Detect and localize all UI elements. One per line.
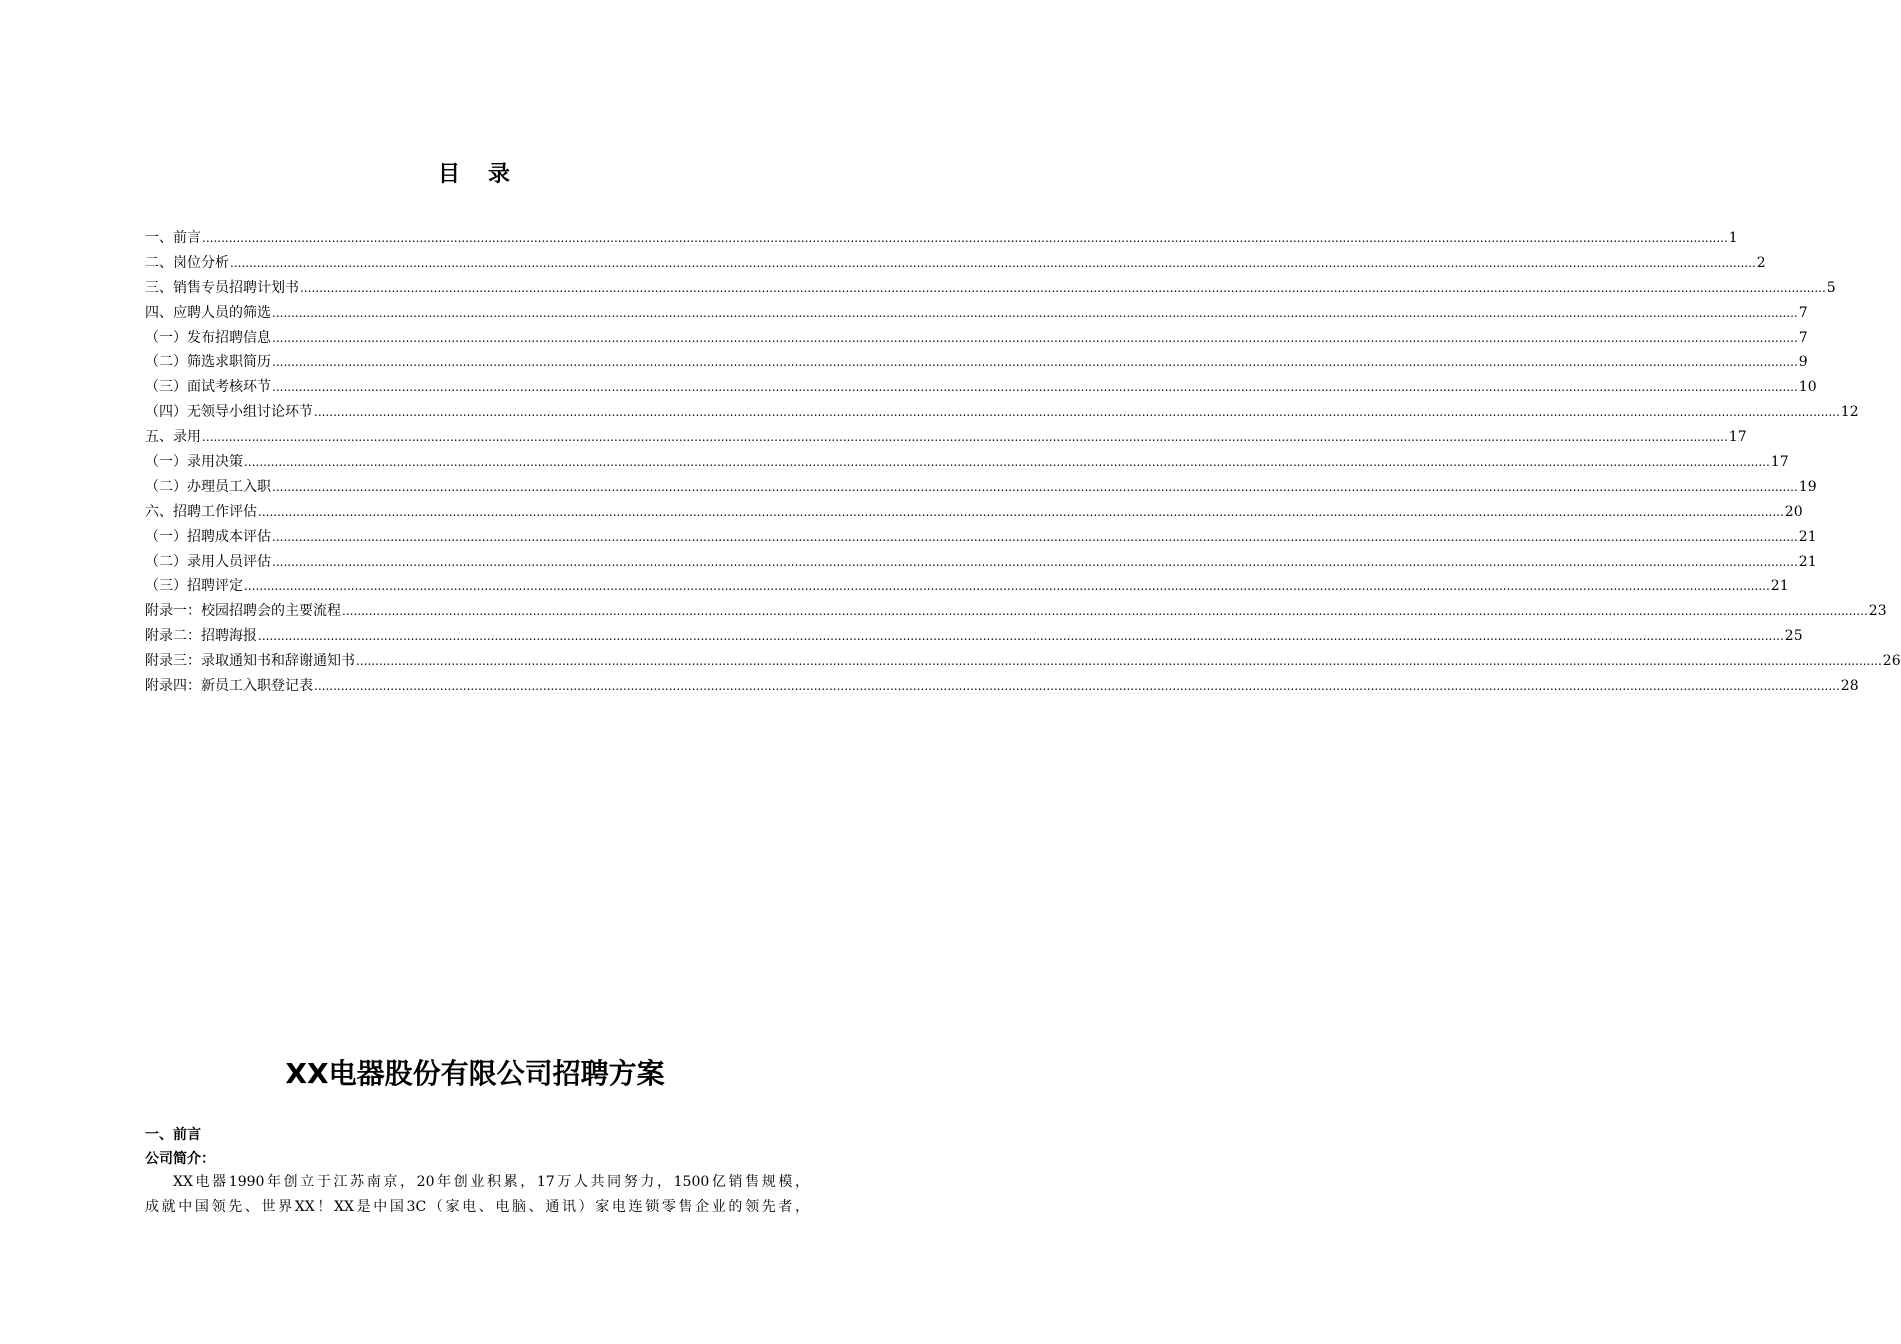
table-of-contents xyxy=(145,226,1901,699)
toc-dot-leader: ................................................................................................................................................................................................................................................................................................................................................................................................................ xyxy=(202,231,1728,245)
toc-dot-leader: ................................................................................................................................................................................................................................................................................................................................................................................................................ xyxy=(272,529,1798,544)
toc-entry[interactable] xyxy=(145,450,1789,475)
toc-title-char-1: 目 xyxy=(437,162,462,187)
toc-dot-leader: ................................................................................................................................................................................................................................................................................................................................................................................................................ xyxy=(314,679,1840,694)
toc-entry-label: （一）录用决策 xyxy=(145,454,243,471)
toc-entry-label: 四、应聘人员的筛选 xyxy=(145,304,271,321)
toc-entry-page-number: 20 xyxy=(1784,503,1803,520)
toc-dot-leader: ................................................................................................................................................................................................................................................................................................................................................................................................................ xyxy=(342,604,1868,619)
toc-entry-page-number: 19 xyxy=(1798,478,1817,495)
toc-entry[interactable] xyxy=(145,674,1859,699)
toc-dot-leader: ................................................................................................................................................................................................................................................................................................................................................................................................................ xyxy=(272,305,1798,320)
company-intro-paragraph xyxy=(145,1170,809,1220)
toc-entry-page-number: 21 xyxy=(1770,578,1789,595)
toc-entry[interactable] xyxy=(145,425,1747,450)
toc-entry[interactable] xyxy=(145,375,1817,400)
toc-entry-page-number: 25 xyxy=(1784,628,1803,645)
toc-entry[interactable] xyxy=(145,475,1817,500)
toc-entry-label: （二）录用人员评估 xyxy=(145,553,271,570)
toc-entry-label: 三、销售专员招聘计划书 xyxy=(145,279,299,296)
toc-entry-page-number: 17 xyxy=(1770,454,1789,471)
toc-dot-leader: ................................................................................................................................................................................................................................................................................................................................................................................................................ xyxy=(314,405,1840,420)
toc-entry-label: （一）招聘成本评估 xyxy=(145,528,271,545)
toc-entry[interactable] xyxy=(145,251,1766,276)
toc-dot-leader: ................................................................................................................................................................................................................................................................................................................................................................................................................ xyxy=(272,355,1798,370)
toc-entry-label: 附录一：校园招聘会的主要流程 xyxy=(145,603,341,620)
toc-entry[interactable] xyxy=(145,350,1808,375)
toc-dot-leader: ................................................................................................................................................................................................................................................................................................................................................................................................................ xyxy=(244,455,1770,470)
toc-entry-label: （二）筛选求职简历 xyxy=(145,354,271,371)
toc-entry[interactable] xyxy=(145,624,1803,649)
toc-entry-page-number: 5 xyxy=(1826,279,1836,296)
section-heading: 一、前言 xyxy=(145,1127,201,1143)
toc-entry-page-number: 7 xyxy=(1798,304,1808,321)
toc-dot-leader: ................................................................................................................................................................................................................................................................................................................................................................................................................ xyxy=(272,479,1798,494)
toc-entry-label: （四）无领导小组讨论环节 xyxy=(145,404,313,421)
toc-entry[interactable] xyxy=(145,599,1887,624)
toc-dot-leader: ................................................................................................................................................................................................................................................................................................................................................................................................................ xyxy=(272,554,1798,569)
toc-entry[interactable] xyxy=(145,574,1789,599)
toc-entry-page-number: 7 xyxy=(1798,329,1808,346)
toc-dot-leader: ................................................................................................................................................................................................................................................................................................................................................................................................................ xyxy=(258,504,1784,519)
toc-entry-label: 附录二：招聘海报 xyxy=(145,628,257,645)
toc-entry-label: 六、招聘工作评估 xyxy=(145,503,257,520)
paragraph-line: 成就中国领先、世界XX！XX是中国3C（家电、电脑、通讯）家电连锁零售企业的领先者， xyxy=(145,1199,809,1215)
toc-entry-label: （二）办理员工入职 xyxy=(145,478,271,495)
toc-entry[interactable] xyxy=(145,500,1803,525)
toc-dot-leader: ................................................................................................................................................................................................................................................................................................................................................................................................................ xyxy=(244,579,1770,594)
toc-dot-leader: ................................................................................................................................................................................................................................................................................................................................................................................................................ xyxy=(258,629,1784,644)
toc-entry-page-number: 10 xyxy=(1798,379,1817,396)
toc-entry-page-number: 26 xyxy=(1882,653,1901,670)
toc-entry-label: 二、岗位分析 xyxy=(145,254,229,271)
sub-heading: 公司简介： xyxy=(145,1151,215,1167)
toc-entry-label: （三）面试考核环节 xyxy=(145,379,271,396)
toc-entry-label: （一）发布招聘信息 xyxy=(145,329,271,346)
toc-entry-page-number: 23 xyxy=(1868,603,1887,620)
toc-entry-page-number: 9 xyxy=(1798,354,1808,371)
toc-entry[interactable] xyxy=(145,326,1808,351)
toc-entry[interactable] xyxy=(145,525,1817,550)
toc-entry[interactable] xyxy=(145,400,1859,425)
toc-entry-label: 一、前言 xyxy=(145,230,201,246)
paragraph-line: XX电器1990年创立于江苏南京，20年创业积累，17万人共同努力，1500亿销售规模， xyxy=(173,1174,809,1190)
toc-dot-leader: ................................................................................................................................................................................................................................................................................................................................................................................................................ xyxy=(202,430,1728,445)
document-title: XX电器股份有限公司招聘方案 xyxy=(285,1057,665,1090)
toc-entry-label: （三）招聘评定 xyxy=(145,578,243,595)
toc-entry-page-number: 28 xyxy=(1840,678,1859,695)
toc-entry-page-number: 17 xyxy=(1728,429,1747,446)
toc-dot-leader: ................................................................................................................................................................................................................................................................................................................................................................................................................ xyxy=(230,255,1756,270)
toc-entry-label: 附录四：新员工入职登记表 xyxy=(145,678,313,695)
toc-dot-leader: ................................................................................................................................................................................................................................................................................................................................................................................................................ xyxy=(272,380,1798,395)
toc-entry[interactable] xyxy=(145,649,1901,674)
toc-entry[interactable] xyxy=(145,301,1808,326)
toc-dot-leader: ................................................................................................................................................................................................................................................................................................................................................................................................................ xyxy=(356,654,1882,669)
toc-dot-leader: ................................................................................................................................................................................................................................................................................................................................................................................................................ xyxy=(272,330,1798,345)
toc-dot-leader: ................................................................................................................................................................................................................................................................................................................................................................................................................ xyxy=(300,280,1826,295)
toc-entry-label: 附录三：录取通知书和辞谢通知书 xyxy=(145,653,355,670)
toc-title-char-2: 录 xyxy=(488,162,513,187)
toc-entry-page-number: 12 xyxy=(1840,404,1859,421)
toc-entry-page-number: 21 xyxy=(1798,553,1817,570)
toc-entry-label: 五、录用 xyxy=(145,429,201,446)
toc-entry-page-number: 1 xyxy=(1728,230,1738,246)
toc-title xyxy=(0,160,950,190)
toc-entry-page-number: 21 xyxy=(1798,528,1817,545)
toc-entry[interactable] xyxy=(145,226,1738,251)
toc-entry[interactable] xyxy=(145,550,1817,575)
toc-entry[interactable] xyxy=(145,276,1836,301)
toc-entry-page-number: 2 xyxy=(1756,254,1766,271)
